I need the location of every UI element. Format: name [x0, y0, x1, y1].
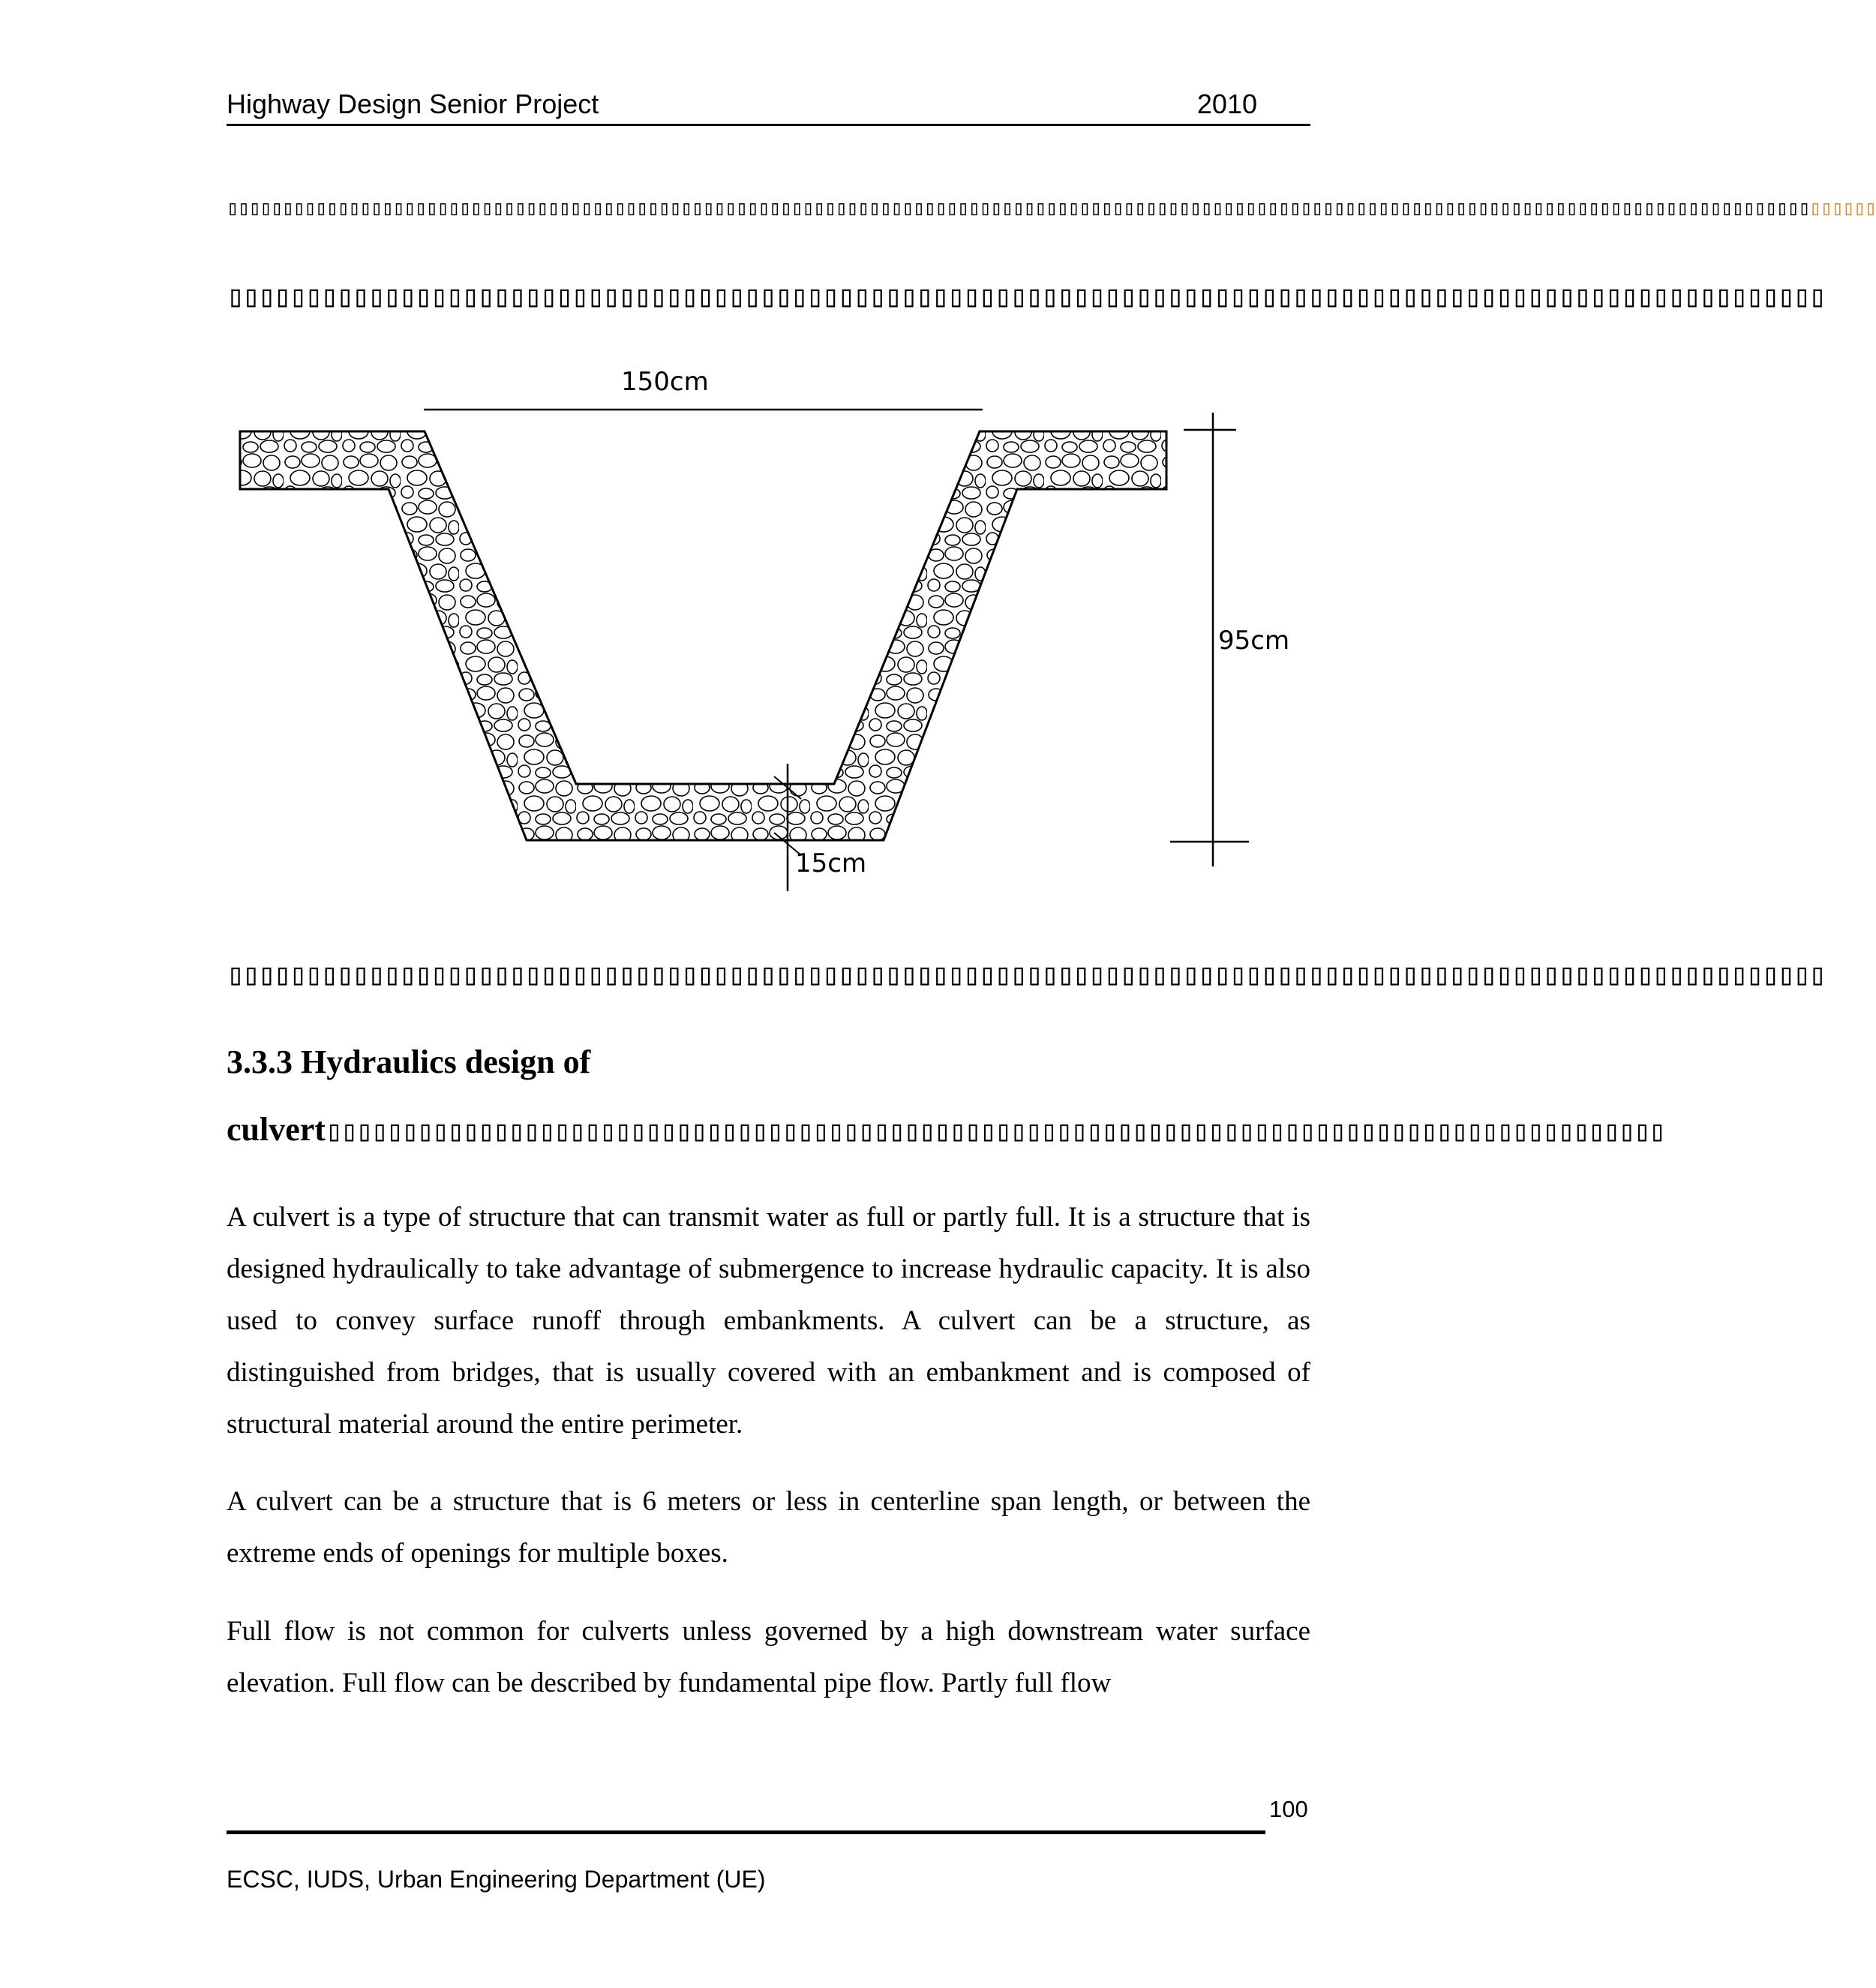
glyph-text-orange: ▯▯▯▯▯▯ [1809, 197, 1876, 220]
section-heading-glyphs: ▯▯▯▯▯▯▯▯▯▯▯▯▯▯▯▯▯▯▯▯▯▯▯▯▯▯▯▯▯▯▯▯▯▯▯▯▯▯▯▯▯▯▯▯▯▯▯▯▯▯▯▯▯▯▯▯▯▯▯▯▯▯▯▯▯▯▯▯▯▯▯▯▯▯▯▯▯▯▯▯▯▯▯▯▯▯▯▯ [325, 1114, 1664, 1147]
section-heading-word: culvert [227, 1111, 326, 1148]
depth-label: 95cm [1218, 626, 1290, 656]
top-width-label: 150cm [621, 367, 709, 397]
glyph-text: ▯▯▯▯▯▯▯▯▯▯▯▯▯▯▯▯▯▯▯▯▯▯▯▯▯▯▯▯▯▯▯▯▯▯▯▯▯▯▯▯▯▯▯▯▯▯▯▯▯▯▯▯▯▯▯▯▯▯▯▯▯▯▯▯▯▯▯▯▯▯▯▯▯▯▯▯▯▯▯▯▯▯▯▯▯▯▯▯▯▯▯▯▯▯▯▯▯▯▯▯▯▯▯▯▯▯▯▯▯▯▯▯▯▯▯▯▯▯▯▯▯▯▯▯▯▯▯▯▯▯▯▯▯▯▯▯▯▯▯▯▯▯▯ [227, 197, 1810, 220]
trapezoidal-channel-figure [225, 360, 1320, 900]
missing-glyph-line-2: ▯▯▯▯▯▯▯▯▯▯▯▯▯▯▯▯▯▯▯▯▯▯▯▯▯▯▯▯▯▯▯▯▯▯▯▯▯▯▯▯▯▯▯▯▯▯▯▯▯▯▯▯▯▯▯▯▯▯▯▯▯▯▯▯▯▯▯▯▯▯▯▯▯▯▯▯▯▯▯▯▯▯▯▯▯▯▯▯▯▯▯▯▯▯▯▯▯▯▯▯▯▯ [227, 279, 1824, 314]
paragraph-culvert-definition: A culvert is a type of structure that can transmit water as full or partly full. It is a structure that is designed hydraulically to take advantage of submergence to increase hydraulic capacity. It is also used to convey surface runoff through embankments. A culvert can be a structure, as distinguished from bridges, that is usually covered with an embankment and is composed of structural material around the entire perimeter. [227, 1202, 1310, 1440]
missing-glyph-line-3: ▯▯▯▯▯▯▯▯▯▯▯▯▯▯▯▯▯▯▯▯▯▯▯▯▯▯▯▯▯▯▯▯▯▯▯▯▯▯▯▯▯▯▯▯▯▯▯▯▯▯▯▯▯▯▯▯▯▯▯▯▯▯▯▯▯▯▯▯▯▯▯▯▯▯▯▯▯▯▯▯▯▯▯▯▯▯▯▯▯▯▯▯▯▯▯▯▯▯▯▯▯▯ [227, 957, 1824, 992]
page-number: 100 [1269, 1796, 1308, 1822]
section-heading-continued [227, 1110, 1664, 1149]
thickness-label: 15cm [795, 848, 867, 878]
channel-lining [240, 431, 1166, 840]
footer-text: ECSC, IUDS, Urban Engineering Department (UE) [227, 1866, 766, 1893]
footer-rule [227, 1830, 1265, 1834]
missing-glyph-line-1 [227, 197, 1876, 220]
header-rule [227, 124, 1310, 126]
section-heading: 3.3.3 Hydraulics design of [227, 1044, 591, 1080]
paragraph-culvert-span: A culvert can be a structure that is 6 meters or less in centerline span length, or between the extreme ends of openings for multiple boxes. [227, 1486, 1310, 1569]
header-title: Highway Design Senior Project [227, 89, 599, 119]
header-year: 2010 [1196, 89, 1257, 119]
paragraph-full-flow: Full flow is not common for culverts unless governed by a high downstream water surface elevation. Full flow can be described by fundamental pipe flow. Partly full flow [227, 1616, 1310, 1698]
